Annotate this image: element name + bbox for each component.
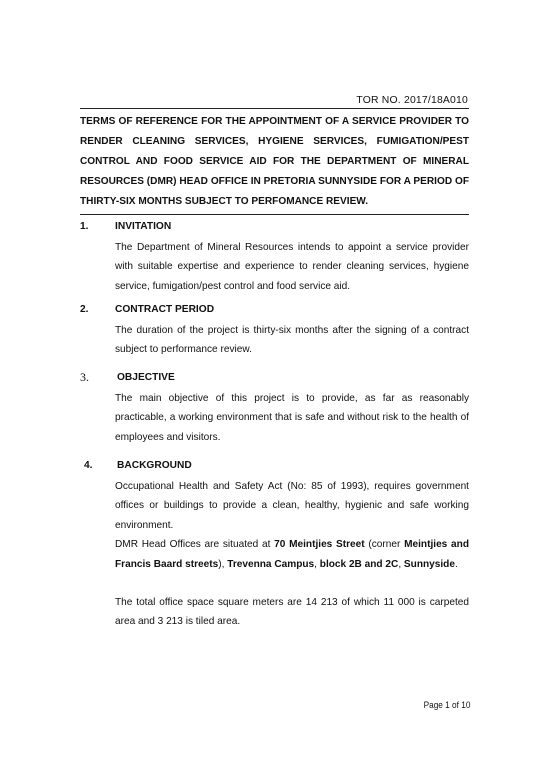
section-body-space: The total office space square meters are 14 213 of which 11 000 is carpeted area and 3 213 is tiled area. [115,597,469,628]
page-number: Page 1 of 10 [423,700,470,711]
section-body: The duration of the project is thirty-six months after the signing of a contract subject to performance review. [115,325,469,356]
location-campus: Trevenna Campus [227,558,315,570]
location-prefix: DMR Head Offices are situated at [115,539,275,551]
section-heading: INVITATION [115,221,172,232]
location-sep: , [314,558,320,570]
section-header [80,304,469,321]
section-body-location [115,535,469,574]
location-sep: , [398,558,404,570]
section-number: 1. [80,221,89,232]
tor-number: TOR NO. 2017/18A010 [356,95,468,106]
section-heading: OBJECTIVE [117,372,175,383]
section-background [80,460,469,632]
section-contract-period [80,304,469,360]
section-number: 4. [84,460,93,471]
section-header [80,372,469,389]
section-heading: CONTRACT PERIOD [115,304,215,315]
section-number: 3. [80,370,89,384]
section-heading: BACKGROUND [117,460,192,471]
section-header [80,221,469,238]
section-header [80,460,469,477]
section-body: The Department of Mineral Resources intends to appoint a service provider with suitable expertise and experience to render cleaning services, hygiene service, fumigation/pest control and food service aid. [115,242,469,292]
location-area: Sunnyside [403,558,455,570]
location-corner-open: (corner [364,539,405,551]
section-body: The main objective of this project is to provide, as far as reasonably practicable, a working environment that is safe and without risk to the health of employees and visitors. [115,393,469,443]
document-title: TERMS OF REFERENCE FOR THE APPOINTMENT OF A SERVICE PROVIDER TO RENDER CLEANING SERVICES, HYGIENE SERVICES, FUMIGATION/PEST CONTROL AND FOOD SERVICE AID FOR THE DEPARTMENT OF MINERAL RESOURCES (DMR) HEAD OFFICE IN PRETORIA SUNNYSIDE FOR A PERIOD OF THIRTY-SIX MONTHS SUBJECT TO PERFOMANCE REVIEW. [80,116,469,207]
section-objective [80,372,469,447]
section-number: 2. [80,304,89,315]
location-corner-streets: Meintjies and Francis Baard streets [115,539,469,570]
location-sep: ), [218,558,228,570]
section-invitation [80,221,469,296]
title-block [80,108,469,215]
location-street: 70 Meintjies Street [274,539,365,551]
section-body-ohs: Occupational Health and Safety Act (No: 85 of 1993), requires government offices or buildings to provide a clean, healthy, hygienic and safe working environment. [115,481,469,531]
location-end: . [454,558,458,570]
location-block: block 2B and 2C [319,558,399,570]
